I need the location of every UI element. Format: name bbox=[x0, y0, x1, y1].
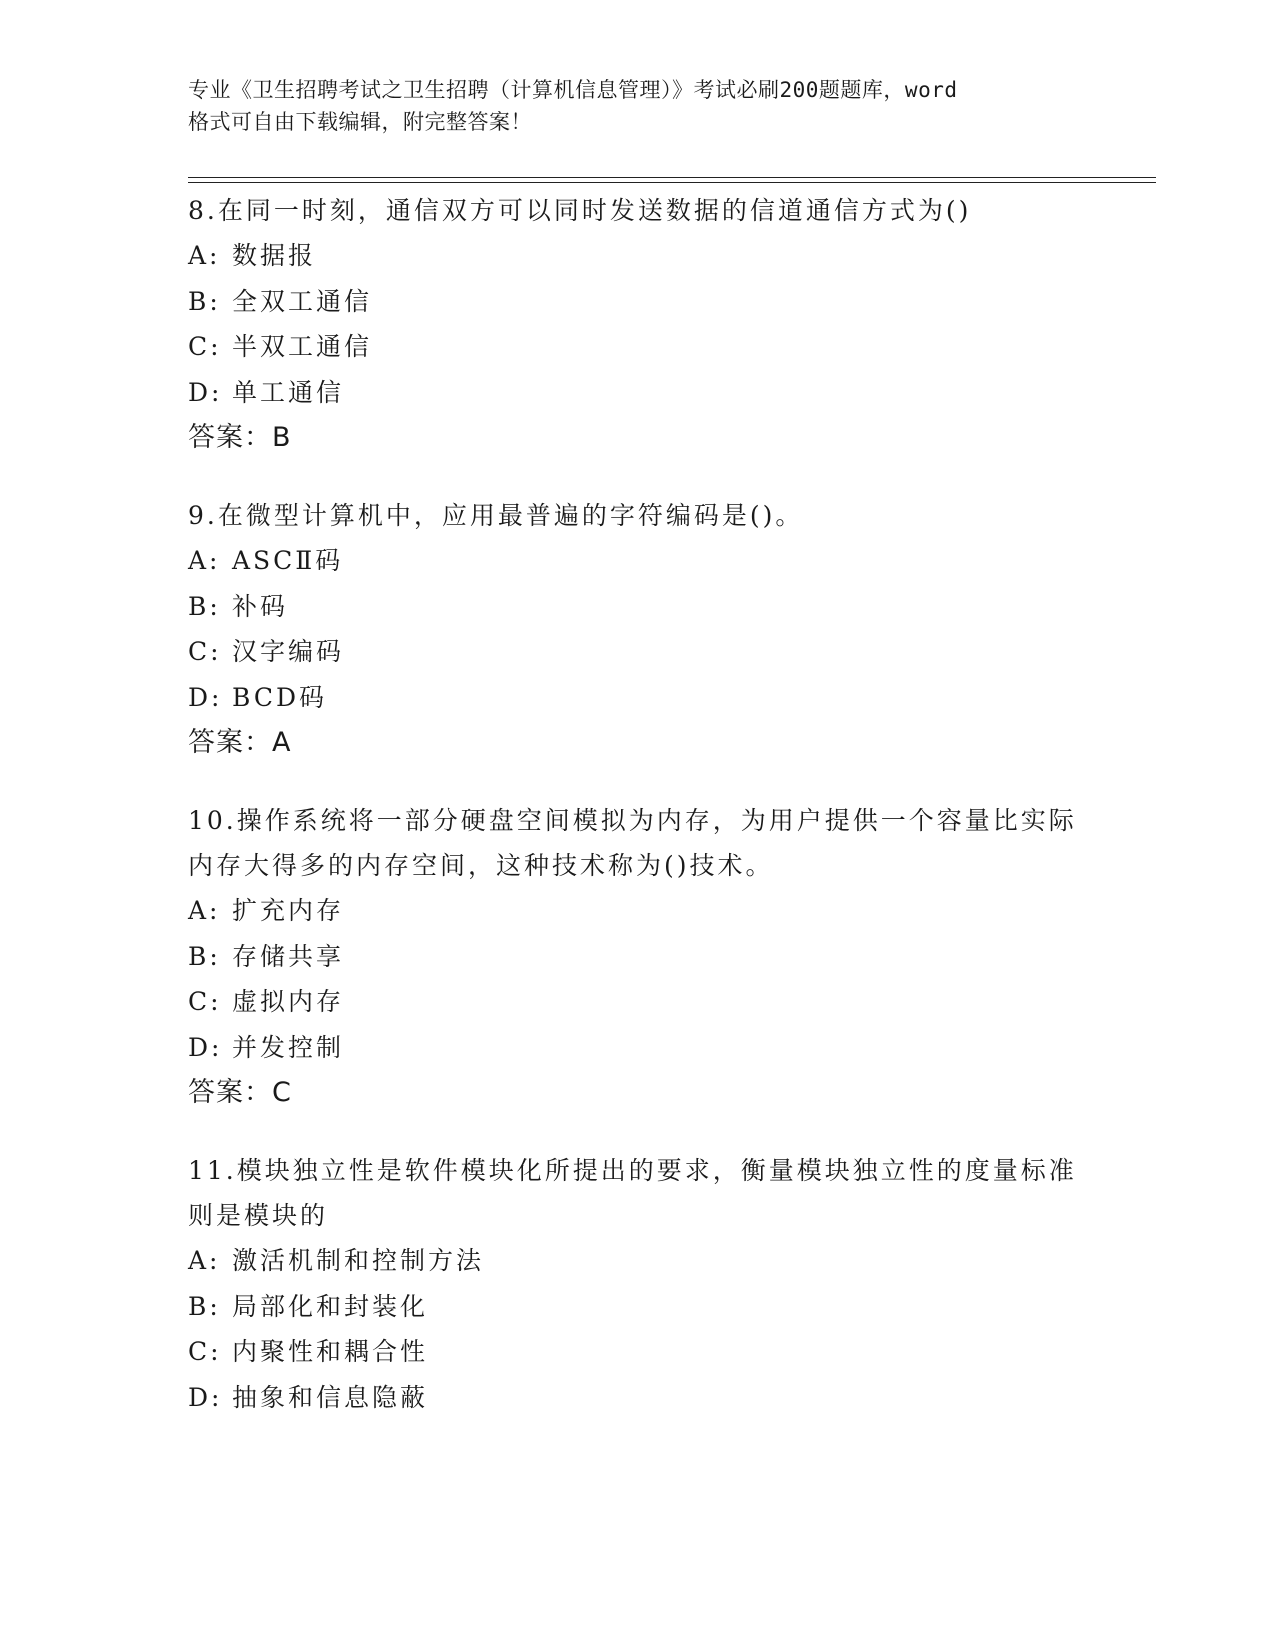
header-divider-bottom bbox=[188, 182, 1156, 183]
option-letter: D: bbox=[188, 1032, 223, 1062]
option-a bbox=[188, 538, 1088, 584]
question-stem: 10.操作系统将一部分硬盘空间模拟为内存，为用户提供一个容量比实际内存大得多的内存空间，这种技术称为()技术。 bbox=[188, 806, 1077, 880]
option-c bbox=[188, 324, 1088, 370]
option-b bbox=[188, 584, 1088, 630]
question-stem: 9.在微型计算机中，应用最普遍的字符编码是()。 bbox=[188, 501, 804, 530]
answer-line: 答案：B bbox=[188, 422, 292, 453]
option-a bbox=[188, 888, 1088, 934]
question-11 bbox=[188, 1148, 1088, 1420]
option-c bbox=[188, 979, 1088, 1025]
option-letter: A: bbox=[188, 241, 221, 270]
option-text: 内聚性和耦合性 bbox=[232, 1337, 429, 1366]
option-text: 虚拟内存 bbox=[232, 987, 345, 1016]
option-text: ASCⅡ码 bbox=[232, 546, 344, 575]
option-letter: C: bbox=[188, 637, 222, 666]
option-letter: D: bbox=[188, 682, 223, 712]
option-c bbox=[188, 629, 1088, 675]
question-10 bbox=[188, 798, 1088, 1116]
answer-line: 答案：C bbox=[188, 1077, 292, 1108]
option-text: 半双工通信 bbox=[232, 332, 373, 361]
option-b bbox=[188, 279, 1088, 325]
question-list bbox=[188, 188, 1088, 1452]
option-text: 激活机制和控制方法 bbox=[232, 1246, 485, 1275]
option-b bbox=[188, 1284, 1088, 1330]
option-d bbox=[188, 1025, 1088, 1071]
option-text: 扩充内存 bbox=[232, 896, 345, 925]
header-divider-top bbox=[188, 177, 1156, 178]
option-c bbox=[188, 1329, 1088, 1375]
option-d bbox=[188, 675, 1088, 721]
header-line-2: 格式可自由下载编辑，附完整答案！ bbox=[188, 110, 532, 134]
option-text: 补码 bbox=[232, 591, 289, 621]
option-letter: C: bbox=[188, 987, 222, 1016]
option-text: 单工通信 bbox=[232, 377, 345, 407]
question-stem: 11.模块独立性是软件模块化所提出的要求，衡量模块独立性的度量标准则是模块的 bbox=[188, 1156, 1077, 1230]
option-text: 局部化和封装化 bbox=[232, 1291, 429, 1321]
option-letter: B: bbox=[188, 1291, 221, 1321]
option-d bbox=[188, 1375, 1088, 1421]
option-letter: B: bbox=[188, 591, 221, 621]
option-letter: B: bbox=[188, 286, 221, 316]
option-text: BCD码 bbox=[232, 682, 328, 712]
option-letter: C: bbox=[188, 332, 222, 361]
question-8 bbox=[188, 188, 1088, 461]
option-letter: C: bbox=[188, 1337, 222, 1366]
option-text: 并发控制 bbox=[232, 1032, 345, 1062]
option-text: 存储共享 bbox=[232, 941, 345, 971]
option-letter: D: bbox=[188, 1382, 223, 1412]
option-text: 数据报 bbox=[232, 241, 317, 270]
answer-line: 答案：A bbox=[188, 727, 292, 758]
option-letter: B: bbox=[188, 941, 221, 971]
question-stem: 8.在同一时刻，通信双方可以同时发送数据的信道通信方式为() bbox=[188, 196, 972, 225]
question-9 bbox=[188, 493, 1088, 766]
document-header bbox=[188, 74, 1088, 138]
option-text: 汉字编码 bbox=[232, 637, 345, 666]
option-b bbox=[188, 934, 1088, 980]
option-d bbox=[188, 370, 1088, 416]
option-letter: A: bbox=[188, 1246, 221, 1275]
option-letter: A: bbox=[188, 896, 221, 925]
header-line-1: 专业《卫生招聘考试之卫生招聘（计算机信息管理）》考试必刷200题题库，word bbox=[188, 78, 958, 102]
option-text: 抽象和信息隐蔽 bbox=[232, 1382, 429, 1412]
option-a bbox=[188, 233, 1088, 279]
option-letter: A: bbox=[188, 546, 221, 575]
option-letter: D: bbox=[188, 377, 223, 407]
option-text: 全双工通信 bbox=[232, 286, 373, 316]
option-a bbox=[188, 1238, 1088, 1284]
